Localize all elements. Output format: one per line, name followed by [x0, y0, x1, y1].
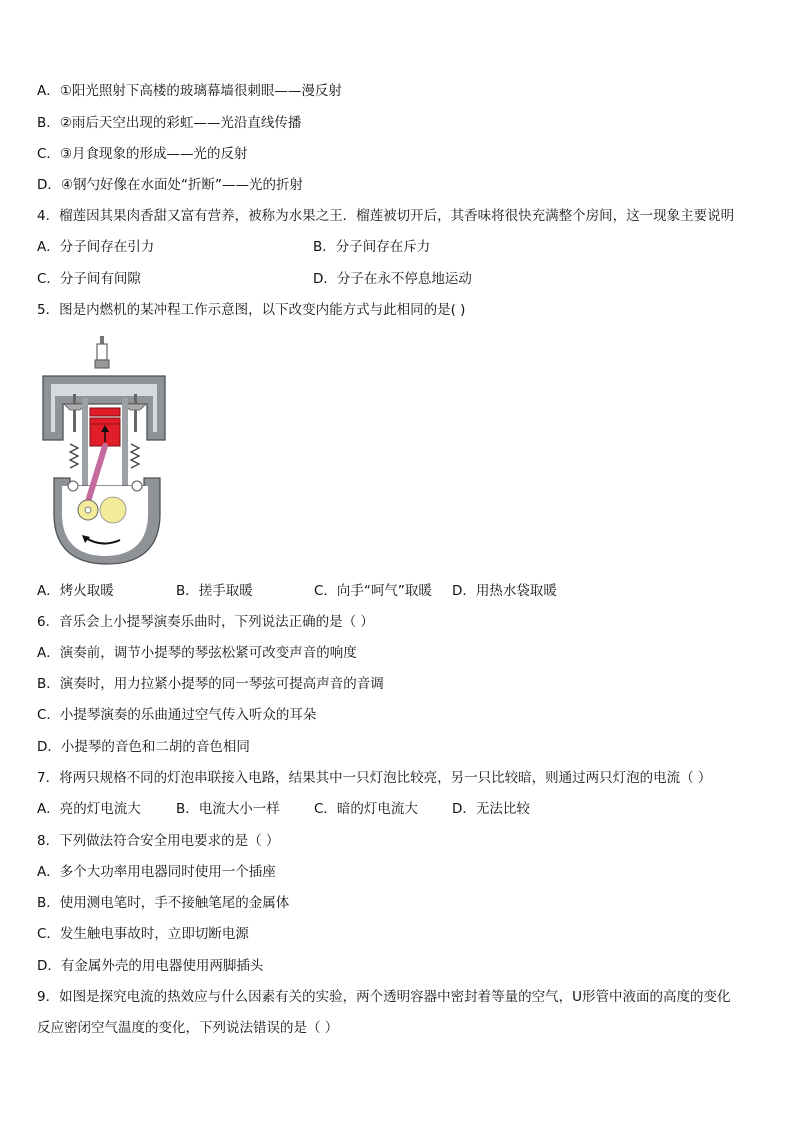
q9-stem-line2: 反应密闭空气温度的变化，下列说法错误的是（ ） [37, 1020, 339, 1036]
q6-stem: 6．音乐会上小提琴演奏乐曲时，下列说法正确的是（ ） [37, 614, 374, 630]
engine-diagram-icon [40, 336, 170, 568]
q4-option-a: A．分子间存在引力 [37, 239, 155, 255]
q4-stem: 4．榴莲因其果肉香甜又富有营养，被称为水果之王．榴莲被切开后，其香味将很快充满整个房间，这一现象主要说明 [37, 208, 735, 224]
q7-option-b: B．电流大小一样 [176, 801, 280, 817]
q3-option-c: C．③月食现象的形成——光的反射 [37, 146, 248, 162]
q8-stem: 8．下列做法符合安全用电要求的是（ ） [37, 833, 280, 849]
q6-option-b: B．演奏时，用力拉紧小提琴的同一琴弦可提高声音的音调 [37, 676, 384, 692]
q7-option-c: C．暗的灯电流大 [314, 801, 418, 817]
q4-option-b: B．分子间存在斥力 [313, 239, 431, 255]
q5-stem: 5．图是内燃机的某冲程工作示意图，以下改变内能方式与此相同的是( ) [37, 302, 466, 318]
q3-option-a: A．①阳光照射下高楼的玻璃幕墙很刺眼——漫反射 [37, 83, 342, 99]
q3-option-b: B．②雨后天空出现的彩虹——光沿直线传播 [37, 115, 302, 131]
q7-option-a: A．亮的灯电流大 [37, 801, 141, 817]
q7-stem: 7．将两只规格不同的灯泡串联接入电路，结果其中一只灯泡比较亮，另一只比较暗，则通过两只灯泡的电流（ ） [37, 770, 712, 786]
q9-stem-line1: 9．如图是探究电流的热效应与什么因素有关的实验，两个透明容器中密封着等量的空气，U形管中液面的高度的变化 [37, 989, 731, 1005]
q6-option-d: D．小提琴的音色和二胡的音色相同 [37, 739, 250, 755]
q7-option-d: D．无法比较 [452, 801, 530, 817]
q4-option-c: C．分子间有间隙 [37, 271, 141, 287]
q5-option-b: B．搓手取暖 [176, 583, 253, 599]
q3-option-d: D．④钢勺好像在水面处“折断”——光的折射 [37, 177, 303, 193]
q8-option-a: A．多个大功率用电器同时使用一个插座 [37, 864, 276, 880]
q5-option-d: D．用热水袋取暖 [452, 583, 557, 599]
q8-option-d: D．有金属外壳的用电器使用两脚插头 [37, 958, 264, 974]
q8-option-b: B．使用测电笔时，手不接触笔尾的金属体 [37, 895, 290, 911]
q6-option-a: A．演奏前，调节小提琴的琴弦松紧可改变声音的响度 [37, 645, 357, 661]
q8-option-c: C．发生触电事故时，立即切断电源 [37, 926, 249, 942]
q6-option-c: C．小提琴演奏的乐曲通过空气传入听众的耳朵 [37, 707, 317, 723]
q4-option-d: D．分子在永不停息地运动 [313, 271, 472, 287]
q5-option-c: C．向手“呵气”取暖 [314, 583, 432, 599]
q5-option-a: A．烤火取暖 [37, 583, 114, 599]
